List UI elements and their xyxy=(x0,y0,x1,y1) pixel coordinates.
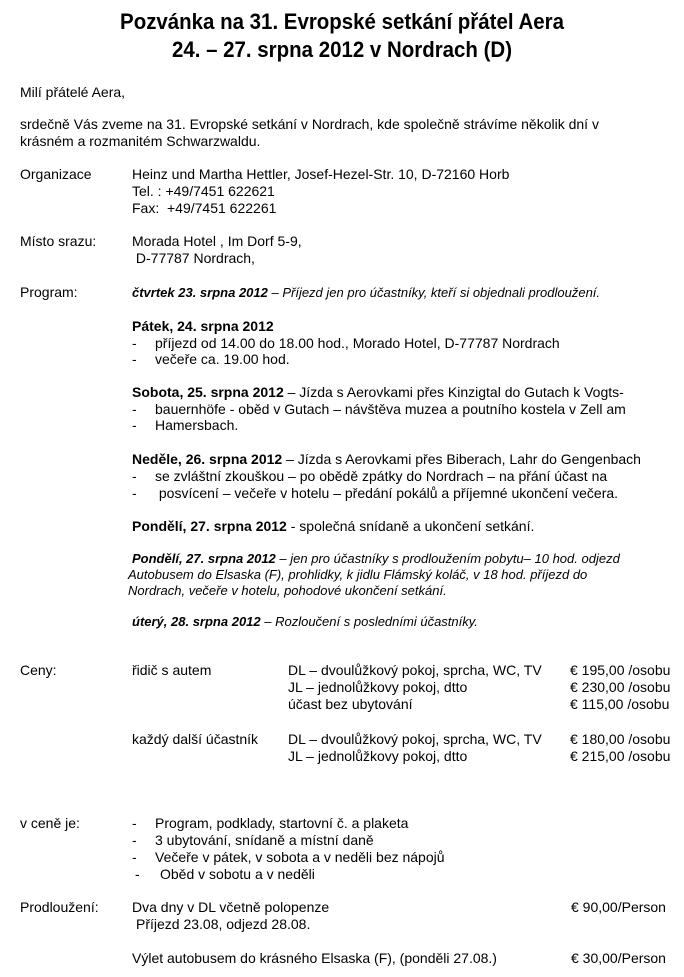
monday-text: - společná snídaně a ukončení setkání. xyxy=(286,518,535,534)
bullet-dash: - xyxy=(132,401,137,417)
price-row-desc: účast bez ubytování xyxy=(288,696,413,712)
price-row-desc: DL – dvoulůžkový pokoj, sprcha, WC, TV xyxy=(288,731,542,747)
included-label: v ceně je: xyxy=(20,815,80,831)
saturday-text: – Jízda s Aerovkami přes Kinzigtal do Gutach k Vogts- xyxy=(283,384,624,400)
price-row-desc: DL – dvoulůžkový pokoj, sprcha, WC, TV xyxy=(288,662,542,678)
monday-heading: Pondělí, 27. srpna 2012 xyxy=(132,518,287,534)
monday-ext-heading: Pondělí, 27. srpna 2012 xyxy=(132,551,276,566)
title-line-1: Pozvánka na 31. Evropské setkání přátel Aera xyxy=(120,9,564,34)
monday-ext-line-3: Nordrach, večeře v hotelu, pohodové ukončení setkání. xyxy=(128,583,447,598)
sunday-item-1: se zvláštní zkouškou – po obědě zpátky do Nordrach – na přání účast na xyxy=(155,468,608,484)
tuesday-text: – Rozloučení s posledními účastníky. xyxy=(260,614,478,629)
saturday-heading: Sobota, 25. srpna 2012 xyxy=(132,384,284,400)
program-monday xyxy=(132,518,534,535)
friday-item-2: večeře ca. 19.00 hod. xyxy=(155,351,290,367)
extension-line-1: Dva dny v DL včetně polopenze xyxy=(132,899,330,915)
greeting: Milí přátelé Aera, xyxy=(20,84,126,100)
bullet-dash: - xyxy=(132,485,137,501)
price-row-value: € 195,00 /osobu xyxy=(570,662,671,678)
extension-line-2: Příjezd 23.08, odjezd 28.08. xyxy=(136,916,311,932)
bullet-dash: - xyxy=(132,815,137,831)
program-saturday xyxy=(132,384,624,401)
monday-ext-line-2: Autobusem do Elsaska (F), prohlidky, k jidlu Flámský koláč, v 18 hod. příjezd do xyxy=(128,567,588,582)
extension-price-1: € 90,00/Person xyxy=(571,899,666,915)
bullet-dash: - xyxy=(132,351,137,367)
extension-line-3: Výlet autobusem do krásného Elsaska (F), (ponděli 27.08.) xyxy=(132,950,497,966)
prices-label: Ceny: xyxy=(20,662,57,678)
price-row-desc: JL – jednolůžkovy pokoj, dtto xyxy=(288,679,468,695)
included-item: Program, podklady, startovní č. a plaketa xyxy=(155,815,409,831)
title-line-2: 24. – 27. srpna 2012 v Nordrach (D) xyxy=(171,37,513,62)
meeting-place-label: Místo srazu: xyxy=(20,233,97,249)
bullet-dash: - xyxy=(132,417,137,433)
included-item: 3 ubytování, snídaně a místní daně xyxy=(155,832,374,848)
friday-item-1: příjezd od 14.00 do 18.00 hod., Morado Hotel, D-77787 Nordrach xyxy=(155,335,560,351)
program-monday-extension xyxy=(132,551,620,567)
price-row-value: € 230,00 /osobu xyxy=(570,679,671,695)
thursday-text: – Příjezd jen pro účastníky, kteří si objednali prodloužení. xyxy=(267,285,601,300)
meeting-place-line-2: D-77787 Nordrach, xyxy=(132,250,255,266)
bullet-dash: - xyxy=(132,832,137,848)
organization-address: Heinz und Martha Hettler, Josef-Hezel-Str. 10, D-72160 Horb xyxy=(132,166,510,182)
program-sunday xyxy=(132,451,641,468)
intro-line-1: srdečně Vás zveme na 31. Evropské setkání v Nordrach, kde společně strávíme několik dní v xyxy=(20,116,599,132)
price-row-value: € 180,00 /osobu xyxy=(570,731,671,747)
organization-phone: Tel. : +49/7451 622621 xyxy=(132,183,275,199)
price-row-value: € 115,00 /osobu xyxy=(570,696,670,712)
thursday-heading: čtvrtek 23. srpna 2012 xyxy=(132,285,268,300)
bullet-dash: - xyxy=(132,849,137,865)
extension-label: Prodloužení: xyxy=(20,899,99,915)
meeting-place-line-1: Morada Hotel , Im Dorf 5-9, xyxy=(132,233,302,249)
saturday-item-2: Hamersbach. xyxy=(155,417,239,433)
sunday-heading: Neděle, 26. srpna 2012 xyxy=(132,451,283,467)
organization-fax: Fax: +49/7451 622261 xyxy=(132,200,277,216)
extension-price-2: € 30,00/Person xyxy=(571,950,666,966)
monday-ext-text: – jen pro účastníky s prodloužením pobytu– 10 hod. odjezd xyxy=(275,551,620,566)
program-thursday xyxy=(132,285,600,301)
sunday-text: – Jízda s Aerovkami přes Biberach, Lahr do Gengenbach xyxy=(282,451,641,467)
price-category-participant: každý další účastník xyxy=(132,731,259,747)
bullet-dash: - xyxy=(132,468,137,484)
intro-line-2: krásném a rozmanitém Schwarzwaldu. xyxy=(20,133,261,149)
tuesday-heading: úterý, 28. srpna 2012 xyxy=(132,614,261,629)
included-item: Večeře v pátek, v sobota a v neděli bez nápojů xyxy=(155,849,445,865)
friday-heading: Pátek, 24. srpna 2012 xyxy=(132,318,274,334)
bullet-dash: - xyxy=(135,866,140,882)
price-row-value: € 215,00 /osobu xyxy=(570,748,671,764)
organization-label: Organizace xyxy=(20,166,92,182)
sunday-item-2: posvícení – večeře v hotelu – předání pokálů a příjemné ukončení večera. xyxy=(155,485,619,501)
price-row-desc: JL – jednolůžkovy pokoj, dtto xyxy=(288,748,468,764)
bullet-dash: - xyxy=(132,335,137,351)
included-item: Oběd v sobotu a v neděli xyxy=(160,866,315,882)
program-tuesday xyxy=(132,614,478,630)
program-label: Program: xyxy=(20,284,78,300)
price-category-driver: řidič s autem xyxy=(132,662,212,678)
saturday-item-1: bauernhöfe - oběd v Gutach – návštěva muzea a poutního kostela v Zell am xyxy=(155,401,626,417)
